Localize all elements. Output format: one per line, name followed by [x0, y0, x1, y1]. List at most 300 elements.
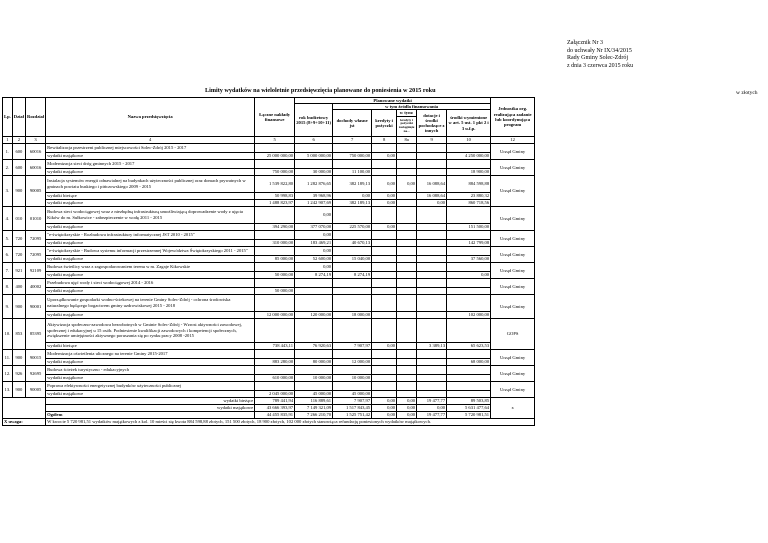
row-eu-empty: [447, 246, 491, 255]
row-dot-empty: [417, 294, 447, 311]
table-row: [3, 246, 535, 255]
row-own: 0,00: [333, 192, 372, 199]
row-lp: 9.: [3, 294, 13, 318]
totals-label: Ogółem: [46, 411, 255, 418]
row-credits-note: [397, 390, 417, 397]
row-sub-label: wydatki majątkowe: [46, 239, 255, 246]
row-own-empty: [333, 246, 372, 255]
row-sub-label: wydatki bieżące: [46, 192, 255, 199]
row-dzial: 900: [12, 349, 25, 365]
row-own-empty: [333, 230, 372, 239]
currency-unit: w złotych: [736, 90, 758, 96]
row-own-empty: [333, 159, 372, 168]
row-own: 12 000,00: [333, 358, 372, 365]
row-lp: 2.: [3, 159, 13, 175]
table-row: [3, 349, 535, 358]
row-own-empty: [333, 262, 372, 271]
row-dot-empty: [417, 159, 447, 168]
attachment-header: [567, 40, 633, 70]
row-own-empty: [333, 365, 372, 374]
row-unit: GOPS: [491, 318, 535, 349]
row-dzial: 010: [12, 206, 25, 230]
row-lp: 10.: [3, 318, 13, 349]
row-total: 610 000,00: [255, 374, 295, 381]
row-year: 76 920,63: [295, 342, 333, 349]
row-eu: 0,00: [447, 271, 491, 278]
row-unit: Urząd Gminy: [491, 381, 535, 397]
attachment-line: Rady Gminy Solec-Zdrój: [567, 55, 628, 61]
row-subsidies: [417, 239, 447, 246]
row-cred-empty: [372, 349, 397, 358]
col-credits-note: kredyty i pożyczki zaciągnięte na...: [397, 116, 417, 136]
row-sub-label: wydatki majątkowe: [46, 255, 255, 262]
row-eu: 884 598,88: [447, 175, 491, 192]
row-credits: [372, 271, 397, 278]
row-eu: [447, 374, 491, 381]
row-credits-note: [397, 192, 417, 199]
row-own: 10 000,00: [333, 374, 372, 381]
row-year-pre: 0,00: [295, 230, 333, 239]
col-lp: Lp.: [3, 98, 13, 137]
col-subsidies: dotacje i środki pochodzące z innych: [417, 110, 447, 136]
row-cred-empty: [372, 262, 397, 271]
row-rozdzial: 90001: [26, 294, 46, 318]
attachment-line: z dnia 3 czerwca 2015 roku: [567, 62, 634, 69]
totals-eu: 5 631 477,64: [447, 404, 491, 411]
row-total: 1 488 823,97: [255, 199, 295, 206]
table-row: [3, 199, 535, 206]
row-sub-label: wydatki majątkowe: [46, 199, 255, 206]
column-number: 8a: [397, 136, 417, 143]
row-credits-note: [397, 239, 417, 246]
row-year-pre: 0,00: [295, 246, 333, 255]
column-number: 6: [295, 136, 333, 143]
row-eu: 18 900,00: [447, 168, 491, 175]
row-total: 738 443,11: [255, 342, 295, 349]
row-year: 377 070,00: [295, 223, 333, 230]
col-credits: kredyty i pożyczki: [372, 110, 397, 136]
table-row: [3, 294, 535, 311]
row-year-pre: [295, 381, 333, 390]
row-eu-empty: [447, 159, 491, 168]
table-row: [3, 374, 535, 381]
totals-credits: 0,00: [372, 404, 397, 411]
col-name: Nazwa przedsięwzięcia: [46, 98, 255, 137]
row-total: 394 290,00: [255, 223, 295, 230]
col-own-income: dochody własne jst: [333, 110, 372, 136]
row-credits: [372, 168, 397, 175]
row-year: 8 274,19: [295, 271, 333, 278]
attachment-line: do uchwały Nr IX/34/2015: [567, 47, 632, 54]
row-year: 10 000,00: [295, 374, 333, 381]
row-name: Budowa ścieżek turystyczno - edukacyjnych: [46, 365, 255, 374]
table-row: [3, 206, 535, 223]
row-eu-empty: [447, 294, 491, 311]
row-eu: 68 000,00: [447, 358, 491, 365]
totals-credits-note: 0,00: [397, 404, 417, 411]
row-eu-empty: [447, 318, 491, 342]
row-rozdzial: 92109: [26, 262, 46, 278]
row-dzial: 900: [12, 381, 25, 397]
table-row: [3, 255, 535, 262]
row-unit: Urząd Gminy: [491, 143, 535, 159]
table-row: [3, 175, 535, 192]
row-year: 1 282 876,65: [295, 175, 333, 192]
table-row: [3, 143, 535, 152]
col-planned: Planowane wydatki: [295, 98, 491, 104]
row-name: Budowa sieci wodociągowej wraz z niezbędną infrastrukturą umożliwiającą doprowadzenie wody z ujęcia Kików do m. Sułkowice - zabezpieczenie w wodę 2011 - 2015: [46, 206, 255, 223]
totals-year: 7 149 321,09: [295, 404, 333, 411]
table-row: [3, 262, 535, 271]
row-eu: [447, 390, 491, 397]
table-row: [3, 411, 535, 418]
row-lp: 8.: [3, 278, 13, 294]
row-total: 25 000 000,00: [255, 152, 295, 159]
row-own: 8 274,19: [333, 271, 372, 278]
row-dot-empty: [417, 349, 447, 358]
row-lp: 5.: [3, 230, 13, 246]
row-subsidies: 0,00: [417, 199, 447, 206]
totals-eu: 89 503,85: [447, 397, 491, 404]
row-name: Budowa świetlicy wraz z zagospodarowaniem terenu w m. Zagaje Kikowskie: [46, 262, 255, 271]
table-row: [3, 271, 535, 278]
row-dzial: 853: [12, 318, 25, 349]
row-eu: 142 799,08: [447, 239, 491, 246]
row-rozdzial: 72095: [26, 246, 46, 262]
row-own: 18 000,00: [333, 311, 372, 318]
row-creda-empty: [397, 349, 417, 358]
row-eu: 65 623,53: [447, 342, 491, 349]
row-unit: Urząd Gminy: [491, 262, 535, 278]
row-credits: [372, 255, 397, 262]
row-name: Aktywizacja społeczno-zawodowa bezrobotnych w Gminie Solec-Zdrój - Wzrost aktywności zawodowej, społecznej i edukacyjnej u 15 osób. Podniesienie kwalifikacji zawodowych i kompetencji społecznych, zwiększenie umiejętności aktywnego poruszania się po rynku pracy 2008 -2015: [46, 318, 255, 342]
table-row: [3, 278, 535, 287]
table-row: [3, 223, 535, 230]
row-own-empty: [333, 381, 372, 390]
row-subsidies: [417, 152, 447, 159]
row-subsidies: [417, 223, 447, 230]
row-total: 50 000,00: [255, 287, 295, 294]
row-unit: Urząd Gminy: [491, 230, 535, 246]
table-row: [3, 365, 535, 374]
row-own: [333, 287, 372, 294]
table-row: [3, 318, 535, 342]
row-dzial: 921: [12, 262, 25, 278]
column-number: 12: [491, 136, 535, 143]
row-sub-label: wydatki majątkowe: [46, 390, 255, 397]
row-dzial: 600: [12, 159, 25, 175]
totals-own: 1 525 751,42: [333, 411, 372, 418]
row-cred-empty: [372, 143, 397, 152]
row-cred-empty: [372, 278, 397, 287]
table-row: [3, 168, 535, 175]
row-eu: 4 250 000,00: [447, 152, 491, 159]
totals-sub-label: wydatki bieżące: [46, 397, 255, 404]
row-cred-empty: [372, 159, 397, 168]
row-credits-note: [397, 271, 417, 278]
table-row: [3, 397, 535, 404]
row-name: Instalacja systemów energii odnawialnej na budynkach użyteczności publicznej oraz domach prywatnych w gminach powiatu buskiego i pińczowskiego 2009 - 2015: [46, 175, 255, 192]
row-own-empty: [333, 143, 372, 152]
row-year-pre: [295, 365, 333, 374]
table-row: [3, 230, 535, 239]
row-empty: [255, 381, 295, 390]
totals-total: 43 666 393,97: [255, 404, 295, 411]
col-unit: Jednostka org. realizująca zadanie lub koordynująca program: [491, 98, 535, 137]
row-year: 5 000 000,00: [295, 152, 333, 159]
column-number: 4: [46, 136, 255, 143]
row-own-empty: [333, 278, 372, 287]
row-name: Rewitalizacja przestrzeni publicznej miejscowości Solec-Zdrój 2015 - 2017: [46, 143, 255, 152]
row-dot-empty: [417, 381, 447, 390]
row-empty: [255, 206, 295, 223]
row-creda-empty: [397, 230, 417, 239]
row-total: 50 000,00: [255, 271, 295, 278]
row-year: 183 469,21: [295, 239, 333, 246]
row-year-pre: [295, 318, 333, 342]
row-rozdzial: 60016: [26, 143, 46, 159]
row-year-pre: [295, 159, 333, 168]
column-number: 1: [3, 136, 13, 143]
row-name: Modernizacja sieci dróg gminnych 2015 - 2017: [46, 159, 255, 168]
row-dzial: 720: [12, 230, 25, 246]
row-dzial: 600: [12, 143, 25, 159]
row-credits-note: 0,00: [397, 175, 417, 192]
column-number: 8: [372, 136, 397, 143]
row-empty: [255, 262, 295, 271]
table-row: [3, 152, 535, 159]
row-dzial: 720: [12, 246, 25, 262]
row-creda-empty: [397, 262, 417, 271]
row-credits-note: [397, 199, 417, 206]
row-credits-note: [397, 255, 417, 262]
row-year-pre: [295, 349, 333, 358]
row-year-pre: 0,00: [295, 262, 333, 271]
row-own: 45 000,00: [333, 390, 372, 397]
row-credits-note: [397, 358, 417, 365]
row-sub-label: wydatki bieżące: [46, 342, 255, 349]
row-year: 80 000,00: [295, 358, 333, 365]
col-eu-funds: środki wymienione w art. 5 ust. 1 pkt 2 i 3 u.f.p.: [447, 110, 491, 136]
row-eu-empty: [447, 143, 491, 152]
row-sub-label: wydatki majątkowe: [46, 271, 255, 278]
row-own-empty: [333, 294, 372, 311]
row-unit: Urząd Gminy: [491, 294, 535, 318]
row-dot-empty: [417, 246, 447, 255]
table-row: [3, 311, 535, 318]
row-lp: 11.: [3, 349, 13, 365]
row-own: 11 100,00: [333, 168, 372, 175]
row-own-empty: [333, 206, 372, 223]
row-eu: 23 880,32: [447, 192, 491, 199]
row-eu-empty: [447, 365, 491, 374]
row-lp: 12.: [3, 365, 13, 381]
row-creda-empty: [397, 318, 417, 342]
row-cred-empty: [372, 230, 397, 239]
row-eu-empty: [447, 262, 491, 271]
table-row: [3, 381, 535, 390]
row-dzial: 900: [12, 175, 25, 206]
row-own: 382 189,13: [333, 175, 372, 192]
table-row: [3, 404, 535, 411]
row-dot-empty: [417, 206, 447, 223]
row-unit: Urząd Gminy: [491, 175, 535, 206]
row-name: "e-świętokrzyskie - Budowa systemu informacji przestrzennej Województwa Świętokrzyskiego 2011 - 2015": [46, 246, 255, 255]
table-row: [3, 287, 535, 294]
row-lp: 7.: [3, 262, 13, 278]
column-number: 7: [333, 136, 372, 143]
row-empty: [255, 143, 295, 152]
row-rozdzial: 60016: [26, 159, 46, 175]
totals-credits-note: 0,00: [397, 411, 417, 418]
row-credits: [372, 390, 397, 397]
totals-eu: 5 720 981,51: [447, 411, 491, 418]
row-subsidies: [417, 374, 447, 381]
column-number: 3: [26, 136, 46, 143]
row-subsidies: [417, 255, 447, 262]
totals-unit-mark: x: [491, 397, 535, 418]
column-number: 10: [447, 136, 491, 143]
note-text: W kwocie 5 720 981,51 wydatków majątkowych z kol. 10 mieści się kwota 884 598,88 złotych, 151 500 złotych, 18 900 złotych, 102 000 złotych stanowiąca refundację poniesionych wydatków majątkowych.: [46, 418, 535, 425]
col-sources: w tym źródła finansowania: [333, 104, 491, 110]
row-rozdzial: 85395: [26, 318, 46, 349]
row-own: 40 670,13: [333, 239, 372, 246]
row-credits-note: [397, 287, 417, 294]
totals-year: 116 889,61: [295, 397, 333, 404]
row-empty: [255, 230, 295, 239]
row-sub-label: wydatki majątkowe: [46, 358, 255, 365]
totals-credits-note: 0,00: [397, 397, 417, 404]
row-creda-empty: [397, 365, 417, 374]
row-lp: 13.: [3, 381, 13, 397]
row-subsidies: [417, 358, 447, 365]
row-unit: Urząd Gminy: [491, 349, 535, 365]
row-name: Poprawa efektywności energetycznej budynków użyteczności publicznej: [46, 381, 255, 390]
row-credits-note: [397, 374, 417, 381]
row-subsidies: 16 088,64: [417, 175, 447, 192]
row-own-empty: [333, 349, 372, 358]
row-empty: [255, 318, 295, 342]
row-total: 12 000 000,00: [255, 311, 295, 318]
expenditure-table: [2, 97, 535, 426]
row-sub-label: wydatki majątkowe: [46, 311, 255, 318]
row-year: 1 242 907,69: [295, 199, 333, 206]
row-eu-empty: [447, 349, 491, 358]
row-subsidies: [417, 287, 447, 294]
row-eu-empty: [447, 206, 491, 223]
totals-subsidies: 0,00: [417, 404, 447, 411]
attachment-line: Załącznik Nr 3: [567, 40, 603, 46]
row-credits: [372, 311, 397, 318]
row-unit: Urząd Gminy: [491, 278, 535, 294]
totals-credits: 0,00: [372, 411, 397, 418]
row-credits-note: [397, 311, 417, 318]
row-dot-empty: [417, 318, 447, 342]
row-dot-empty: [417, 262, 447, 271]
row-credits-note: [397, 168, 417, 175]
totals-own: 1 517 843,45: [333, 404, 372, 411]
table-row: [3, 418, 535, 425]
row-sub-label: wydatki majątkowe: [46, 223, 255, 230]
row-credits: 0,00: [372, 175, 397, 192]
row-rozdzial: 01010: [26, 206, 46, 230]
row-own: 225 570,00: [333, 223, 372, 230]
row-unit: Urząd Gminy: [491, 159, 535, 175]
row-year-pre: [295, 294, 333, 311]
row-totals-spacer: [3, 397, 46, 418]
row-total: 50 998,83: [255, 192, 295, 199]
totals-total: 44 455 835,91: [255, 411, 295, 418]
row-creda-empty: [397, 294, 417, 311]
row-eu: 102 000,00: [447, 311, 491, 318]
row-eu-empty: [447, 230, 491, 239]
row-eu-empty: [447, 278, 491, 287]
row-dzial: 900: [12, 294, 25, 318]
row-year: 39 968,96: [295, 192, 333, 199]
row-dzial: 926: [12, 365, 25, 381]
row-subsidies: [417, 271, 447, 278]
row-credits: [372, 239, 397, 246]
col-of-which: w tym:: [397, 110, 417, 116]
totals-own: 7 907,97: [333, 397, 372, 404]
table-row: [3, 390, 535, 397]
row-creda-empty: [397, 246, 417, 255]
row-rozdzial: 90015: [26, 349, 46, 365]
row-name: Modernizacja oświetlenia ulicznego na terenie Gminy 2015-2017: [46, 349, 255, 358]
column-number: 5: [255, 136, 295, 143]
row-credits: [372, 287, 397, 294]
row-sub-label: wydatki majątkowe: [46, 374, 255, 381]
totals-subsidies: 19 477,77: [417, 397, 447, 404]
row-subsidies: [417, 168, 447, 175]
row-credits: [372, 358, 397, 365]
column-number: 2: [12, 136, 25, 143]
row-credits-note: [397, 223, 417, 230]
row-dot-empty: [417, 278, 447, 287]
row-lp: 6.: [3, 246, 13, 262]
row-total: 310 000,00: [255, 239, 295, 246]
row-creda-empty: [397, 143, 417, 152]
row-rozdzial: 72095: [26, 230, 46, 246]
row-year-pre: [295, 143, 333, 152]
row-empty: [255, 349, 295, 358]
row-cred-empty: [372, 246, 397, 255]
row-credits-note: [397, 152, 417, 159]
table-row: [3, 342, 535, 349]
row-year: 120 000,00: [295, 311, 333, 318]
document-title: Limity wydatków na wieloletnie przedsięwzięcia planowane do poniesienia w 2015 roku: [205, 87, 436, 94]
row-dot-empty: [417, 365, 447, 374]
row-year-pre: [295, 278, 333, 287]
row-rozdzial: 92695: [26, 365, 46, 381]
row-cred-empty: [372, 381, 397, 390]
col-total: Łączne nakłady finansowe: [255, 98, 295, 137]
row-cred-empty: [372, 318, 397, 342]
row-lp: 4.: [3, 206, 13, 230]
row-empty: [255, 159, 295, 168]
row-unit: Urząd Gminy: [491, 246, 535, 262]
row-eu-empty: [447, 381, 491, 390]
table-row: [3, 192, 535, 199]
row-credits: [372, 374, 397, 381]
table-row: [3, 239, 535, 246]
row-credits: 0,00: [372, 223, 397, 230]
row-cred-empty: [372, 206, 397, 223]
row-creda-empty: [397, 381, 417, 390]
row-own: 7 907,97: [333, 342, 372, 349]
row-dot-empty: [417, 230, 447, 239]
row-subsidies: 16 088,64: [417, 192, 447, 199]
